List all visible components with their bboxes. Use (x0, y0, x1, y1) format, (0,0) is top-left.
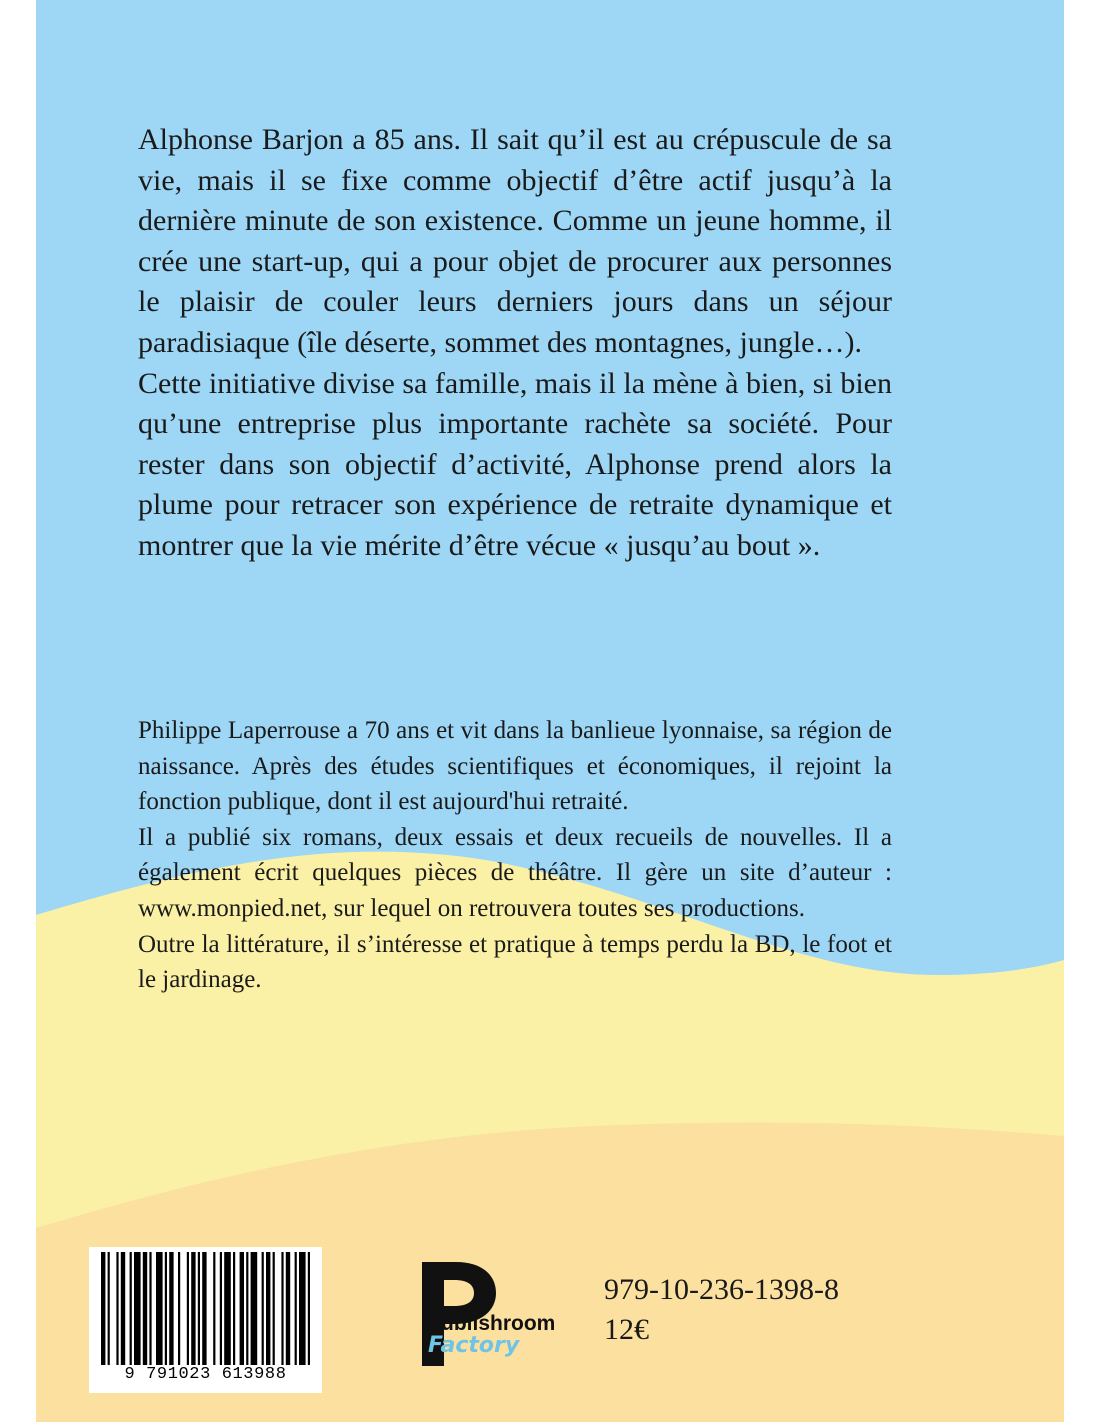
bio-paragraph-2: Il a publié six romans, deux essais et deux recueils de nouvelles. Il a également écrit quelques pièces de théâtre. Il gère un site d’auteur : www.monpied.net, sur lequel on retrouvera toutes ses productions. (138, 823, 892, 922)
barcode-bar (246, 1252, 248, 1368)
barcode-bar (220, 1252, 222, 1368)
barcode-bar (134, 1252, 141, 1368)
barcode-bar (149, 1252, 151, 1368)
isbn-barcode (89, 1247, 322, 1393)
barcode-digits: 9 791023 613988 (89, 1365, 322, 1384)
isbn-number: 979-10-236-1398-8 (604, 1273, 839, 1306)
barcode-bar (251, 1252, 258, 1368)
publisher-subtitle: Factory (428, 1333, 520, 1358)
barcode-bar (191, 1252, 195, 1368)
barcode-bar (213, 1252, 215, 1368)
barcode-bar (130, 1252, 132, 1368)
barcode-bar (266, 1252, 270, 1368)
barcode-bar (273, 1252, 275, 1368)
bio-paragraph-3: Outre la littérature, il s’intéresse et pratique à temps perdu la BD, le foot et le jardinage. (138, 930, 892, 994)
barcode-bar (281, 1252, 283, 1368)
bio-paragraph-1: Philippe Laperrouse a 70 ans et vit dans la banlieue lyonnaise, sa région de naissance. Après des études scientifiques et économiques, il rejoint la fonction publique, dont il est aujourd'hui retraité. (138, 717, 892, 816)
barcode-bar (299, 1252, 306, 1368)
publisher-name: ublishroom (441, 1312, 556, 1335)
barcode-bar (169, 1252, 173, 1368)
barcode-bar (233, 1252, 235, 1368)
barcode-bar (224, 1252, 231, 1368)
barcode-bar (101, 1252, 105, 1368)
barcode-bar (202, 1252, 206, 1368)
barcode-bar (295, 1252, 297, 1368)
author-bio (138, 713, 892, 998)
barcode-bar (262, 1252, 264, 1368)
barcode-bar (116, 1252, 118, 1368)
publisher-logo (408, 1244, 578, 1394)
barcode-bar (187, 1252, 189, 1368)
barcode-bar (143, 1252, 147, 1368)
barcode-bar (165, 1252, 167, 1368)
barcode-bar (198, 1252, 200, 1368)
barcode-bar (286, 1252, 290, 1368)
price: 12€ (604, 1313, 649, 1346)
barcode-bar (240, 1252, 244, 1368)
synopsis-paragraph-2: Cette initiative divise sa famille, mais il la mène à bien, si bien qu’une entreprise plus importante rachète sa société. Pour rester dans son objectif d’activité, Alphonse prend alors la plume pour retracer son expérience de retraite dynamique et montrer que la vie mérite d’être vécue « jusqu’au bout ». (138, 366, 892, 562)
barcode-bar (308, 1252, 310, 1368)
barcode-bar (121, 1252, 125, 1368)
barcode-bar (108, 1252, 110, 1368)
synopsis-text (138, 120, 892, 567)
synopsis-paragraph-1: Alphonse Barjon a 85 ans. Il sait qu’il est au crépuscule de sa vie, mais il se fixe comme objectif d’être actif jusqu’à la dernière minute de son existence. Comme un jeune homme, il crée une start-up, qui a pour objet de procurer aux personnes le plaisir de couler leurs derniers jours dans un séjour paradisiaque (île déserte, sommet des montagnes, jungle…). (138, 123, 892, 359)
barcode-bar (156, 1252, 163, 1368)
barcode-bar (178, 1252, 180, 1368)
